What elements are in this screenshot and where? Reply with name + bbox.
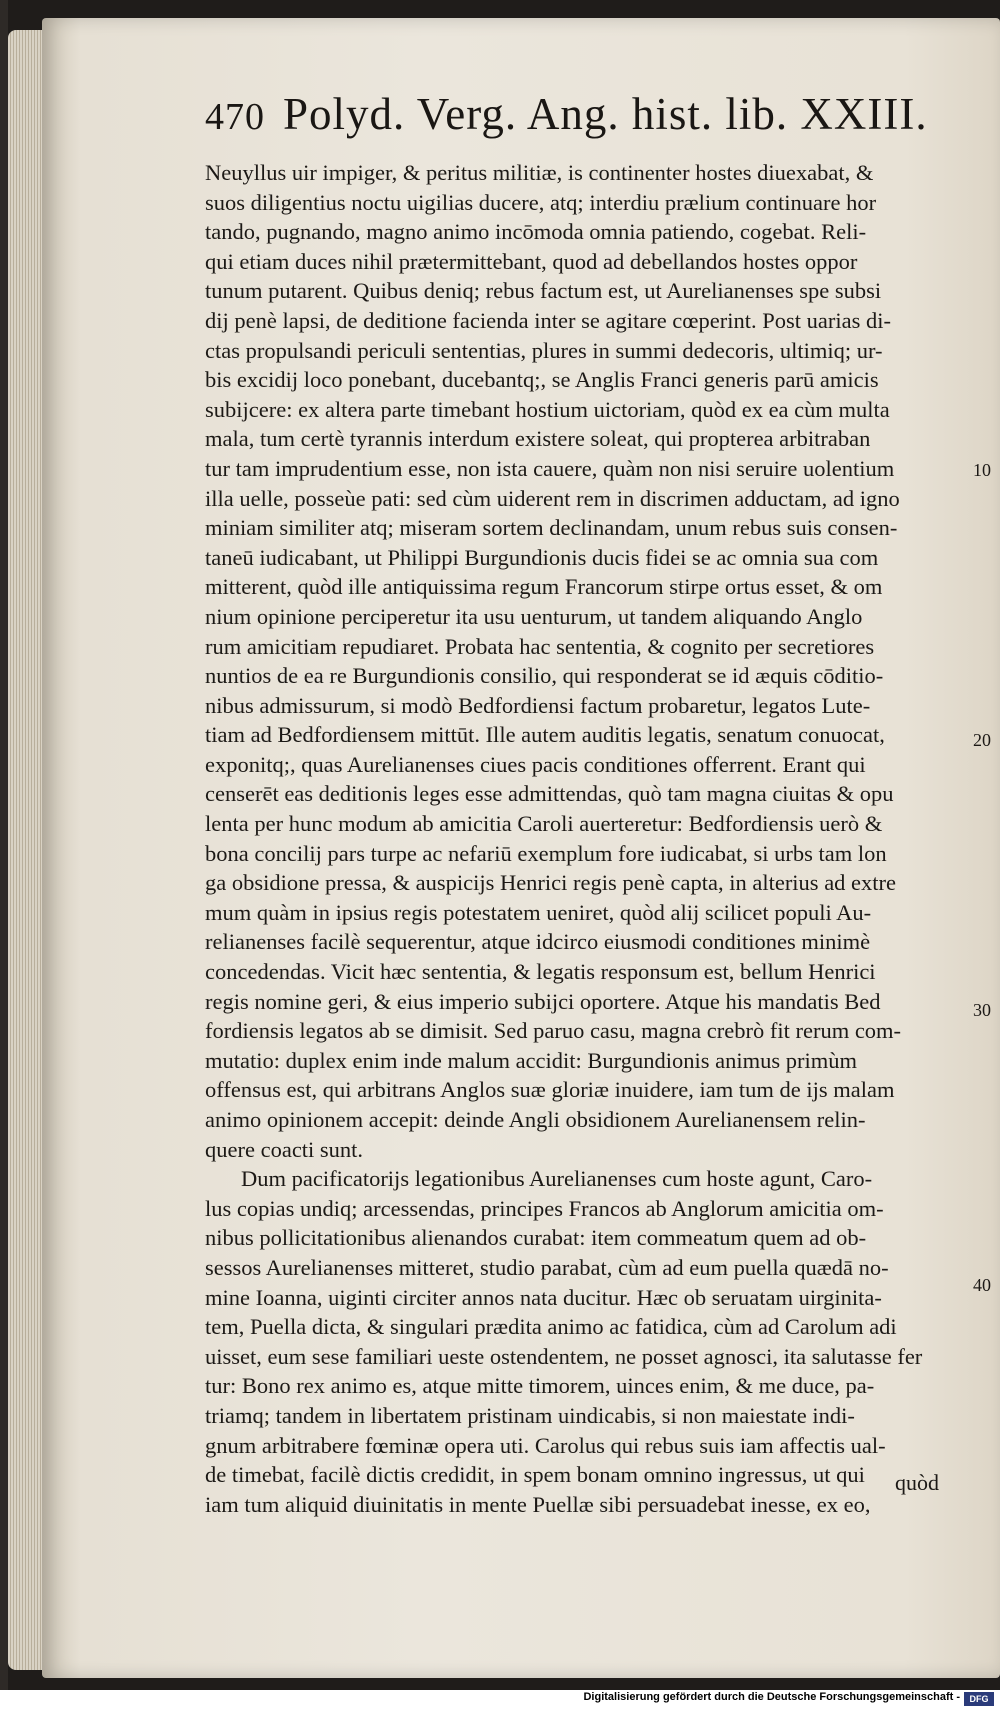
paragraph-1 — [205, 158, 975, 1164]
text-line: mala, tum certè tyrannis interdum existere soleat, qui propterea arbitraban — [205, 426, 871, 452]
text-line: iam tum aliquid diuinitatis in mente Puellæ sibi persuadebat inesse, ex eo, — [205, 1491, 871, 1517]
text-line: tando, pugnando, magno animo incōmoda omnia patiendo, cogebat. Reli- — [205, 219, 867, 245]
text-line: tem, Puella dicta, & singulari prædita animo ac fatidica, cùm ad Carolum adi — [205, 1314, 897, 1340]
text-line: nibus pollicitationibus alienandos curabat: item commeatum quem ad ob- — [205, 1225, 867, 1251]
text-line: concedendas. Vicit hæc sententia, & legatis responsum est, bellum Henrici — [205, 959, 876, 985]
page-number: 470 — [205, 96, 265, 138]
body-text — [205, 158, 975, 1519]
text-line: bis excidij loco ponebant, ducebantq;, se Anglis Franci generis parū amicis — [205, 367, 879, 393]
text-line: mitterent, quòd ille antiquissima regum Francorum stirpe ortus esset, & om — [205, 574, 883, 600]
text-line: Neuyllus uir impiger, & peritus militiæ, is continenter hostes diuexabat, & — [205, 160, 874, 185]
text-line: nibus admissurum, si modò Bedfordiensi factum probaretur, legatos Lute- — [205, 692, 871, 718]
text-line: gnum arbitrabere fœminæ opera uti. Carolus qui rebus suis iam affectis ual- — [205, 1432, 886, 1458]
text-line: exponitq;, quas Aurelianenses ciues pacis conditiones offerrent. Erant qui — [205, 751, 866, 777]
text-line: mutatio: duplex enim inde malum accidit: Burgundionis animus primùm — [205, 1047, 858, 1073]
text-line: Dum pacificatorijs legationibus Aurelianenses cum hoste agunt, Caro- — [241, 1166, 873, 1192]
text-line: de timebat, facilè dictis credidit, in spem bonam omnino ingressus, ut qui — [205, 1462, 865, 1488]
text-line: tiam ad Bedfordiensem mittūt. Ille autem auditis legatis, senatum conuocat, — [205, 722, 885, 748]
text-line: tur tam imprudentium esse, non ista cauere, quàm non nisi seruire uolentium — [205, 455, 895, 481]
text-line: taneū iudicabant, ut Philippi Burgundionis ducis fidei se ac omnia sua com — [205, 544, 879, 570]
text-line: rum amicitiam repudiaret. Probata hac sententia, & cognito per secretiores — [205, 633, 875, 659]
text-line: sessos Aurelianenses mitteret, studio parabat, cùm ad eum puella quædā no- — [205, 1254, 889, 1280]
running-title: Polyd. Verg. Ang. hist. lib. XXIII. — [283, 89, 928, 139]
footer-bar — [0, 1690, 1000, 1709]
text-line: fordiensis legatos ab se dimisit. Sed paruo casu, magna crebrò fit rerum com- — [205, 1018, 902, 1044]
text-line: nium opinione perciperetur ita usu uenturum, ut tandem aliquando Anglo — [205, 603, 863, 629]
text-line: quere coacti sunt. — [205, 1136, 364, 1162]
funding-note: Digitalisierung gefördert durch die Deutsche Forschungsgemeinschaft - — [583, 1691, 960, 1703]
margin-line-number: 30 — [973, 1000, 991, 1020]
text-line: nuntios de ea re Burgundionis consilio, qui responderat se id æquis cōditio- — [205, 663, 884, 689]
text-line: bona concilij pars turpe ac nefariū exemplum fore iudicabat, si urbs tam lon — [205, 840, 887, 866]
dfg-logo-icon: DFG — [964, 1692, 994, 1706]
text-line: triamq; tandem in libertatem pristinam uindicabis, si non maiestate indi- — [205, 1402, 855, 1428]
text-line: relianenses facilè sequerentur, atque idcirco eiusmodi conditiones minimè — [205, 929, 871, 955]
text-line: dij penè lapsi, de deditione facienda inter se agitare cœperint. Post uarias di- — [205, 307, 892, 333]
text-line: tunum putarent. Quibus deniq; rebus factum est, ut Aurelianenses spe subsi — [205, 278, 882, 304]
text-line: uisset, eum sese familiari ueste ostendentem, ne posset agnosci, ita salutasse fer — [205, 1343, 923, 1369]
text-line: ga obsidione pressa, & auspicijs Henrici regis penè capta, in alterius ad extre — [205, 870, 897, 896]
catchword: quòd — [895, 1470, 939, 1495]
text-line: animo opinionem accepit: deinde Angli obsidionem Aurelianensem relin- — [205, 1107, 866, 1132]
text-line: censerēt eas deditionis leges esse admittendas, quò tam magna ciuitas & opu — [205, 781, 894, 807]
text-line: subijcere: ex altera parte timebant hostium uictoriam, quòd ex ea cùm multa — [205, 396, 890, 422]
text-line: mine Ioanna, uiginti circiter annos nata ducitur. Hæc ob seruatam uirginita- — [205, 1284, 882, 1310]
margin-line-number: 20 — [973, 730, 991, 750]
text-line: mum quàm in ipsius regis potestatem ueniret, quòd alij scilicet populi Au- — [205, 899, 872, 925]
text-line: tur: Bono rex animo es, atque mitte timorem, uinces enim, & me duce, pa- — [205, 1373, 875, 1399]
running-header — [205, 88, 965, 140]
text-line: ctas propulsandi periculi sententias, plures in summi dedecoris, ultimiq; ur- — [205, 337, 883, 363]
margin-line-number: 40 — [973, 1275, 991, 1295]
text-line: miniam similiter atq; miseram sortem declinandam, unum rebus suis consen- — [205, 515, 898, 541]
text-line: qui etiam duces nihil prætermittebant, quod ad debellandos hostes oppor — [205, 248, 858, 274]
text-line: regis nomine geri, & eius imperio subijci oportere. Atque his mandatis Bed — [205, 988, 881, 1014]
text-line: suos diligentius noctu uigilias ducere, atq; interdiu prælium continuare hor — [205, 189, 877, 215]
paragraph-2 — [205, 1164, 975, 1519]
text-line: offensus est, qui arbitrans Anglos suæ gloriæ inuidere, iam tum de ijs malam — [205, 1077, 895, 1103]
text-line: lus copias undiq; arcessendas, principes Francos ab Anglorum amicitia om- — [205, 1195, 884, 1221]
text-line: illa uelle, posseùe pati: sed cùm uiderent rem in discrimen adductam, ad igno — [205, 485, 900, 511]
margin-line-number: 10 — [973, 460, 991, 480]
text-line: lenta per hunc modum ab amicitia Caroli auerteretur: Bedfordiensis uerò & — [205, 811, 883, 837]
